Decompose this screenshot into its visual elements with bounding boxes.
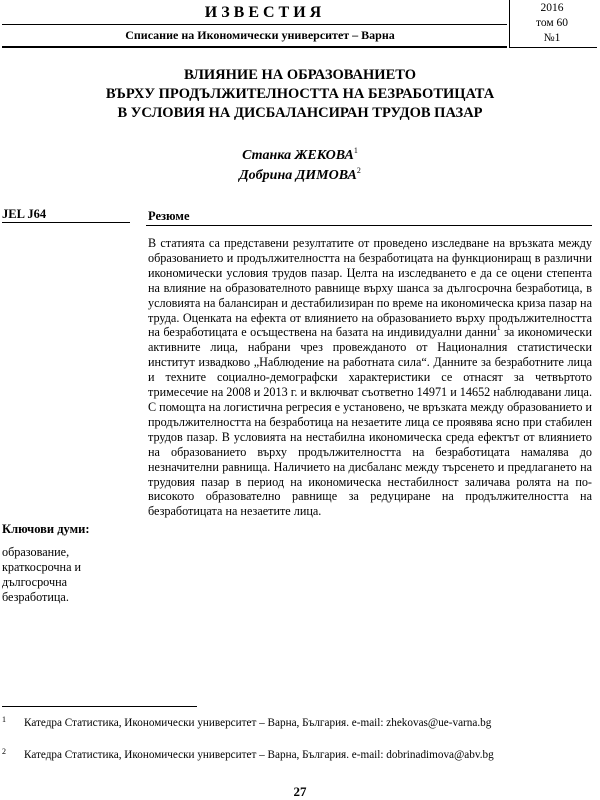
issue-number: №1 [543, 32, 561, 44]
page-number: 27 [293, 784, 307, 799]
author-footnote-mark: 1 [353, 146, 358, 155]
abstract-footnote-mark: 1 [496, 323, 501, 333]
issue-year: 2016 [540, 2, 564, 14]
footnote-mark: 2 [2, 747, 6, 756]
author [150, 146, 450, 166]
author [150, 166, 450, 186]
abstract-column-rule [146, 225, 592, 226]
journal-subtitle: Списание на Икономически университет – Варна [125, 28, 395, 42]
article-title [40, 66, 560, 123]
header-rule-bottom [2, 46, 507, 48]
abstract-text [148, 236, 592, 519]
jel-code: JEL J64 [2, 207, 47, 221]
footnote [2, 748, 592, 762]
header-box-bottom-border [509, 47, 597, 48]
abstract-part: за икономически активните лица, набрани чрез провежданото от Националния статистически институт извадково „Наблюдение на работната сила“. Данните за безработните лица и техните социално-демографски характеристики се отнасят за четвъртото тримесечие на 2008 и 2013 г. и включват съответно 14971 и 14652 наблюдавани лица. С помощта на логистична регресия е установено, че връзката между образованието и продължителността на безработица на незаетите лица се проявява ясно при стабилен трудов пазар. В условията на нестабилна икономическа среда ефектът от влиянието на образованието върху продължителността на безработицата намалява до незначителни равнища. Наличието на дисбаланс между търсенето и предлагането на трудовия пазар в период на икономическа нестабилност заличава ролята на по-високото образователно равнище за редуциране на продължителността на безработицата на незаетите лица. [148, 325, 592, 519]
abstract-heading: Резюме [148, 209, 190, 223]
title-line: ВЛИЯНИЕ НА ОБРАЗОВАНИЕТО [183, 67, 417, 83]
left-column-rule [2, 222, 130, 223]
author-footnote-mark: 2 [356, 166, 361, 175]
title-line: В УСЛОВИЯ НА ДИСБАЛАНСИРАН ТРУДОВ ПАЗАР [117, 105, 483, 121]
footnote-text: Катедра Статистика, Икономически университет – Варна, България. e-mail: dobrinadimova@abv.bg [24, 749, 494, 761]
issue-volume: том 60 [535, 17, 569, 29]
footnote-text: Катедра Статистика, Икономически университет – Варна, България. e-mail: zhekovas@ue-varna.bg [24, 717, 492, 729]
header-box-left-border [509, 0, 510, 48]
header-rule-top [2, 24, 507, 25]
keywords-text: образование, краткосрочна и дългосрочна безработица. [2, 545, 82, 604]
footnote-separator [2, 706, 197, 707]
journal-name: ИЗВЕСТИЯ [204, 4, 326, 21]
author-list [150, 146, 450, 186]
issue-info [512, 1, 592, 46]
abstract-part: В статията са представени резултатите от проведено изследване на връзката между образованието и продължителността на безработицата на функциониращ в различни икономически условия трудов пазар. Целта на изследването е да се оцени степента на влияние на образователното равнище върху шанса за дългосрочна безработица, в условията на балансиран и дестабилизиран по време на икономическа криза пазар на труда. Оценката на ефекта от влиянието на образованието върху продължителността на безработицата е осъществена на базата на индивидуални данни [148, 236, 592, 340]
footnote-mark: 1 [2, 715, 6, 724]
author-name: Добрина ДИМОВА [239, 168, 357, 183]
footnote [2, 716, 592, 730]
keywords-heading: Ключови думи: [2, 522, 90, 536]
title-line: ВЪРХУ ПРОДЪЛЖИТЕЛНОСТТА НА БЕЗРАБОТИЦАТА [105, 86, 495, 102]
author-name: Станка ЖЕКОВА [242, 148, 354, 163]
